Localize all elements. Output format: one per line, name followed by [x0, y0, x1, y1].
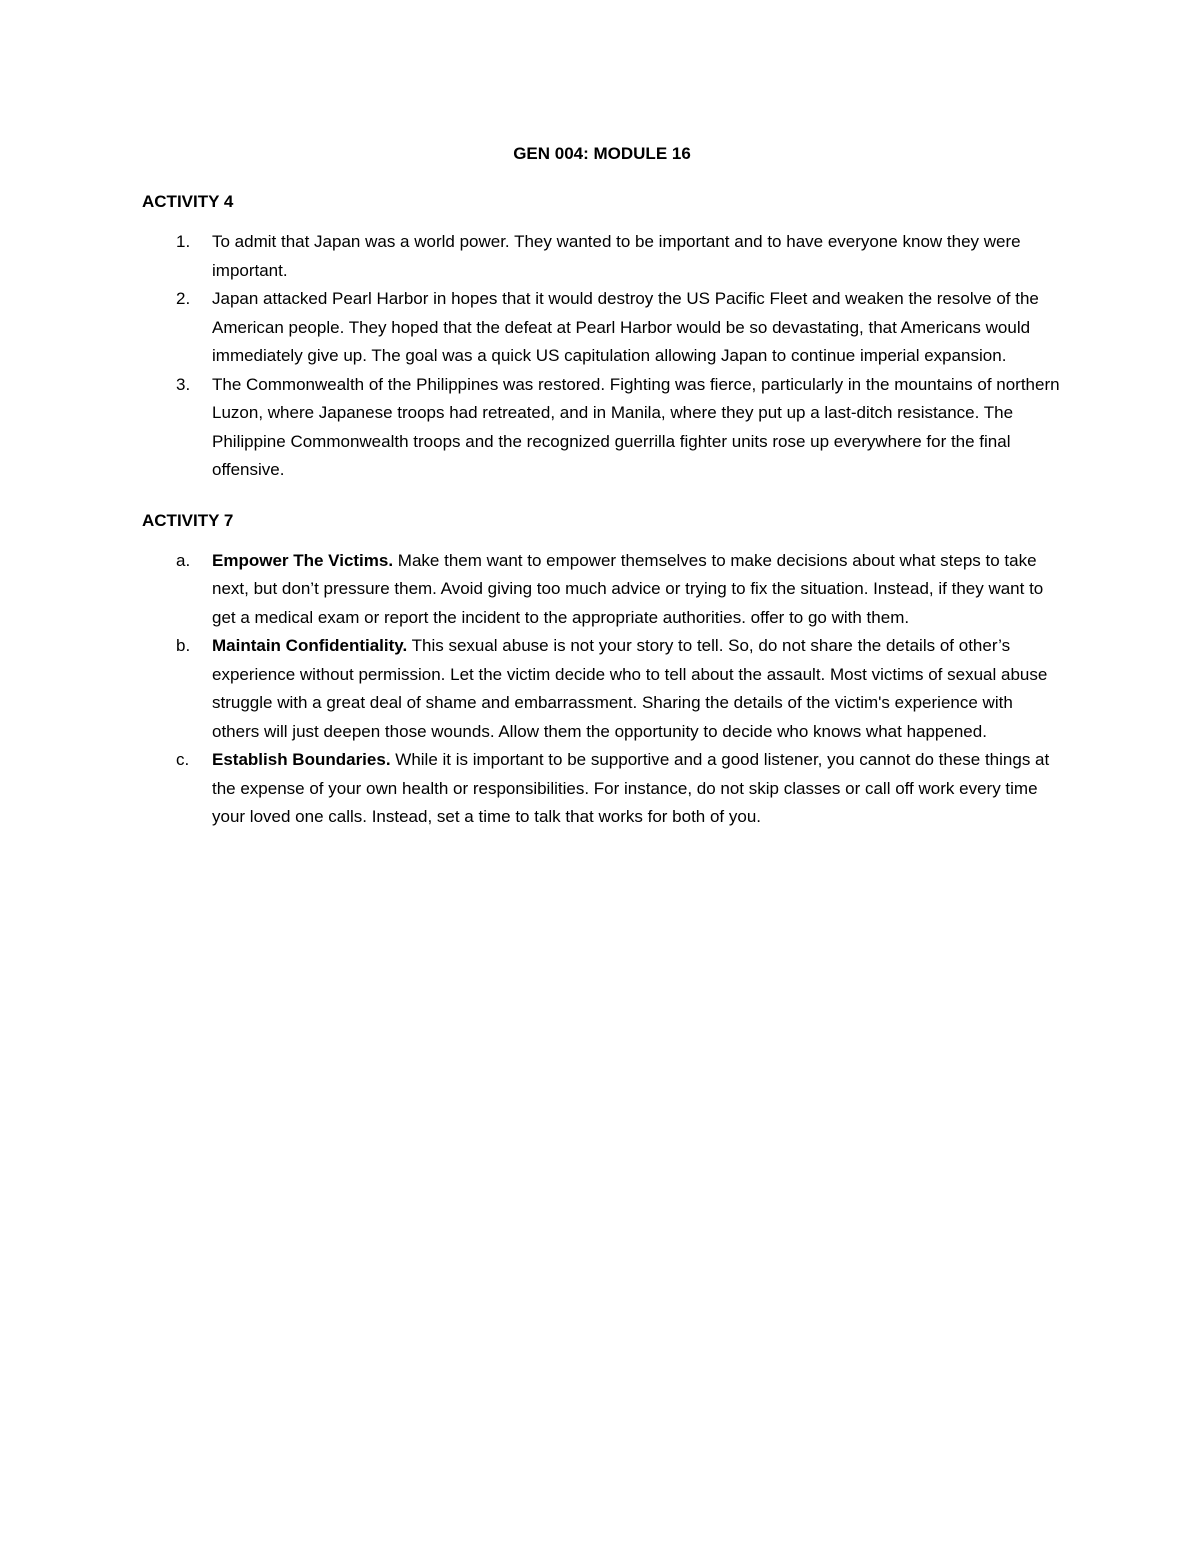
list-item [142, 285, 1062, 371]
list-item-text: This sexual abuse is not your story to tell. So, do not share the details of other’s experience without permission. Let the victim decide who to tell about the assault. Most victims of sexual abuse struggle with a great deal of shame and embarrassment. Sharing the details of the victim's experience with others will just deepen those wounds. Allow them the opportunity to decide who knows what happened. [212, 636, 1048, 741]
list-item [142, 547, 1062, 633]
section-activity-4 [142, 188, 1062, 485]
list-marker: 1. [176, 232, 191, 251]
list-item-text: Make them want to empower themselves to make decisions about what steps to take next, but don’t pressure them. Avoid giving too much advice or trying to fix the situation. Instead, if they want to get a medical exam or report the incident to the appropriate authorities. offer to go with them. [212, 550, 1044, 627]
list-item-heading: Establish Boundaries. [212, 750, 391, 769]
list-marker: c. [176, 750, 190, 769]
list-item-heading: Empower The Victims. [212, 550, 394, 570]
document-body [142, 140, 1062, 854]
list-item-text: The Commonwealth of the Philippines was restored. Fighting was fierce, particularly in the mountains of northern Luzon, where Japanese troops had retreated, and in Manila, where they put up a last-ditch resistance. The Philippine Commonwealth troops and the recognized guerrilla fighter units rose up everywhere for the final offensive. [212, 374, 1060, 479]
list-item [142, 371, 1062, 485]
list-item [142, 746, 1062, 832]
list-marker: 2. [176, 289, 191, 308]
section-heading: ACTIVITY 4 [142, 192, 234, 211]
lettered-list [142, 547, 1062, 832]
list-item [142, 228, 1062, 285]
list-item-text: To admit that Japan was a world power. They wanted to be important and to have everyone know they were important. [212, 232, 1021, 280]
list-marker: b. [176, 636, 191, 655]
list-marker: 3. [176, 374, 191, 394]
section-heading: ACTIVITY 7 [142, 510, 234, 530]
section-activity-7 [142, 507, 1062, 832]
list-marker: a. [176, 550, 191, 570]
list-item-heading: Maintain Confidentiality. [212, 636, 408, 655]
numbered-list [142, 228, 1062, 485]
list-item-text: While it is important to be supportive and a good listener, you cannot do these things at the expense of your own health or responsibilities. For instance, do not skip classes or call off work every time your loved one calls. Instead, set a time to talk that works for both of you. [212, 750, 1050, 826]
document-title: GEN 004: MODULE 16 [513, 144, 691, 163]
list-item-text: Japan attacked Pearl Harbor in hopes that it would destroy the US Pacific Fleet and weaken the resolve of the American people. They hoped that the defeat at Pearl Harbor would be so devastating, that Americans would immediately give up. The goal was a quick US capitulation allowing Japan to continue imperial expansion. [212, 289, 1039, 365]
list-item [142, 632, 1062, 746]
